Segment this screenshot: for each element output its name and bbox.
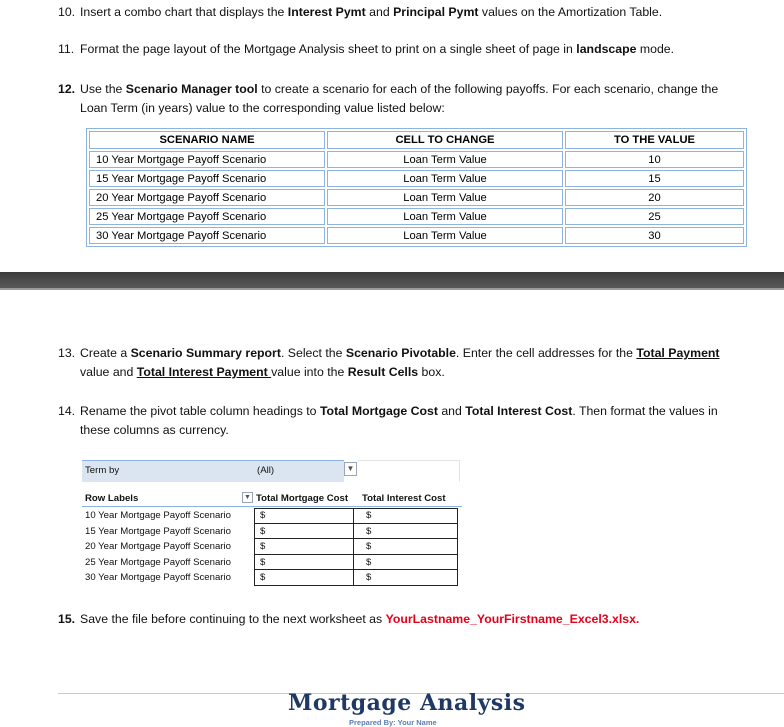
row-label: 15 Year Mortgage Payoff Scenario (85, 525, 231, 537)
total-interest-cost-header: Total Interest Cost (362, 493, 446, 504)
mortgage-cost-value: $ (260, 525, 266, 537)
mortgage-cost-value: $ (260, 556, 266, 568)
filter-label: Term by (82, 460, 254, 482)
mortgage-cost-value: $ (260, 541, 266, 553)
step-14: 14. Rename the pivot table column headings to Total Mortgage Cost and Total Interest Cost. Then format the values in these columns as currency. (58, 404, 718, 437)
row-labels-header: Row Labels (85, 493, 139, 504)
header-cell-to-change: CELL TO CHANGE (327, 131, 563, 149)
page-break-divider (0, 272, 784, 290)
filter-value: (All) (254, 460, 344, 482)
value-cell: 20 (565, 189, 744, 206)
scenario-name-cell: 25 Year Mortgage Payoff Scenario (89, 208, 325, 225)
table-row (82, 555, 458, 571)
value-cell: 10 (565, 151, 744, 168)
row-label: 10 Year Mortgage Payoff Scenario (85, 510, 231, 521)
row-label: 30 Year Mortgage Payoff Scenario (85, 572, 231, 584)
table-row (82, 570, 458, 586)
scenario-name-cell: 15 Year Mortgage Payoff Scenario (89, 170, 325, 187)
step-15: 15. Save the file before continuing to the next worksheet as YourLastname_YourFirstname_Excel3.xlsx. (58, 612, 640, 626)
mortgage-cost-value: $ (260, 510, 266, 521)
cell-to-change-cell: Loan Term Value (327, 227, 563, 244)
pivot-header-row (82, 490, 462, 507)
row-labels-dropdown-icon[interactable]: ▼ (242, 492, 253, 503)
interest-cost-value: $ (366, 525, 372, 537)
cell-to-change-cell: Loan Term Value (327, 208, 563, 225)
pivot-filter-row (82, 460, 462, 482)
step-10: 10. Insert a combo chart that displays the Interest Pymt and Principal Pymt values on the Amortization Table. (58, 5, 663, 19)
scenario-table (86, 128, 747, 247)
report-title: Mortgage Analysis (288, 690, 526, 716)
value-cell: 15 (565, 170, 744, 187)
step-13: 13. Create a Scenario Summary report. Select the Scenario Pivotable. Enter the cell addresses for the Total Payment value and Total Interest Payment value into the Result Cells box. (58, 346, 720, 379)
total-mortgage-cost-header: Total Mortgage Cost (256, 493, 349, 504)
table-row (82, 524, 458, 540)
interest-cost-value: $ (366, 541, 372, 553)
report-subtitle: Prepared By: Your Name (349, 718, 437, 727)
interest-cost-value: $ (366, 556, 372, 568)
cell-to-change-cell: Loan Term Value (327, 189, 563, 206)
scenario-name-cell: 10 Year Mortgage Payoff Scenario (89, 151, 325, 168)
cell-to-change-cell: Loan Term Value (327, 151, 563, 168)
value-cell: 25 (565, 208, 744, 225)
scenario-table-header-row (89, 131, 744, 149)
step-11: 11. Format the page layout of the Mortgage Analysis sheet to print on a single sheet of page in landscape mode. (58, 42, 675, 56)
header-to-the-value: TO THE VALUE (565, 131, 744, 149)
pivot-rows (82, 508, 458, 586)
table-row (89, 208, 744, 225)
step-12: 12. Use the Scenario Manager tool to create a scenario for each of the following payoffs. For each scenario, change the Loan Term (in years) value to the corresponding value listed below: (58, 82, 719, 115)
value-cell: 30 (565, 227, 744, 244)
scenario-name-cell: 30 Year Mortgage Payoff Scenario (89, 227, 325, 244)
table-row (89, 189, 744, 206)
table-row (82, 508, 458, 524)
mortgage-cost-value: $ (260, 572, 266, 584)
row-label: 20 Year Mortgage Payoff Scenario (85, 541, 231, 553)
header-scenario-name: SCENARIO NAME (89, 131, 325, 149)
interest-cost-value: $ (366, 510, 372, 521)
table-row (82, 539, 458, 555)
table-row (89, 227, 744, 244)
filter-dropdown-icon[interactable]: ▼ (344, 462, 357, 476)
cell-to-change-cell: Loan Term Value (327, 170, 563, 187)
interest-cost-value: $ (366, 572, 372, 584)
row-label: 25 Year Mortgage Payoff Scenario (85, 556, 231, 568)
table-row (89, 170, 744, 187)
scenario-name-cell: 20 Year Mortgage Payoff Scenario (89, 189, 325, 206)
table-row (89, 151, 744, 168)
